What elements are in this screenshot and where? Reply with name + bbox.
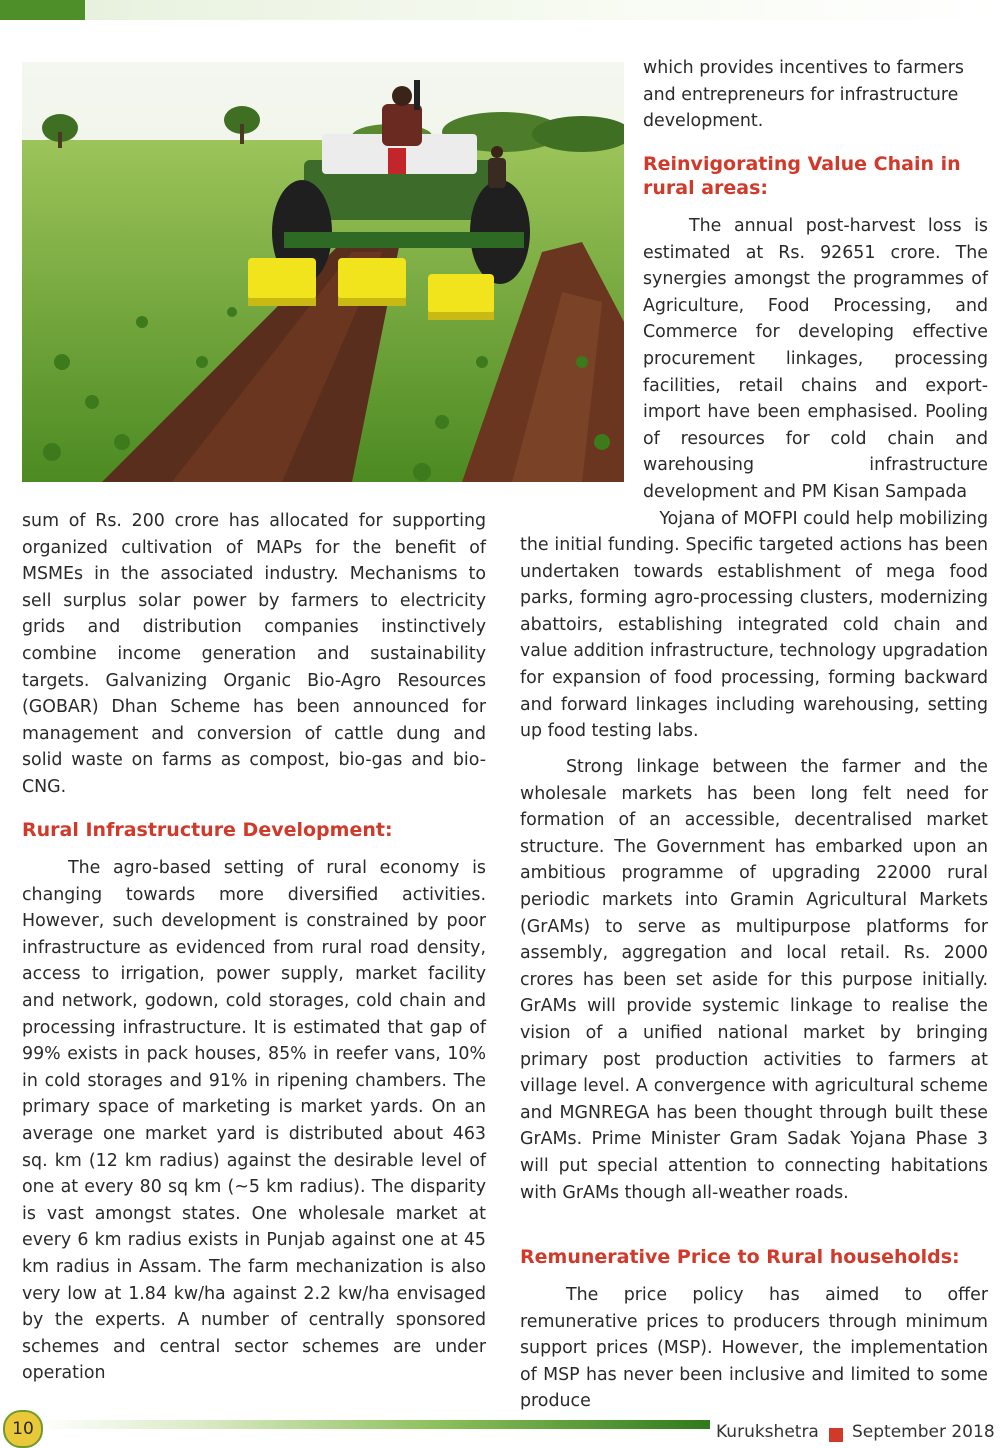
page-number-badge: 10 [3,1410,43,1448]
right-paragraph-value-chain-a: The annual post-harvest loss is estimated at Rs. 92651 crore. The synergies amongst the programmes of Agriculture, Food Processing, and Commerce for developing effective procurement linkages, processing facilities, retail chains and export-import have been emphasised. Pooling of resources for cold chain and warehousing infrastructure development and PM Kisan Sampada [643,216,988,502]
left-paragraph-2: The agro-based setting of rural economy is changing towards more diversified activities. However, such development is constrained by poor infrastructure as evidenced from rural road density, access to irrigation, power supply, market facility and network, godown, cold storages, cold chain and processing infrastructure. It is estimated that gap of 99% exists in pack houses, 85% in reefer vans, 10% in cold storages and 91% in ripening chambers. The primary space of marketing is market yards. On an average one market yard is distributed about 463 sq. km (12 km radius) against the desirable level of one at every 80 sq km (~5 km radius). The disparity is vast amongst states. One wholesale market at every 6 km radius exists in Punjab against one at 45 km radius in Assam. The farm mechanization is also very low at 1.84 kw/ha against 2.2 kw/ha envisaged by the experts. A number of centrally sponsored schemes and central sector schemes are under operation [22,858,486,1384]
footer-rule [40,1420,710,1429]
right-paragraph-linkage: Strong linkage between the farmer and the wholesale markets has been long felt need for formation of an accessible, decentralised market structure. The Government has embarked upon an ambitious programme of upgrading 22000 rural periodic markets into Gramin Agricultural Markets (GrAMs) to serve as multipurpose platforms for assembly, aggregation and local retail. Rs. 2000 crores has been set aside for this purpose initially. GrAMs will provide systemic linkage to realise the vision of a unified national market by bringing primary post production activities to farmers at village level. A convergence with agricultural scheme and MGNREGA has been thought through built these GrAMs. Prime Minister Gram Sadak Yojana Phase 3 will put special attention to connecting habitations with GrAMs though all-weather roads. [520,757,988,1203]
magazine-name: Kurukshetra [716,1422,819,1442]
heading-value-chain: Reinvigorating Value Chain in rural areas: [643,153,961,199]
right-paragraph-value-chain-b: Yojana of MOFPI could help mobilizing [659,509,988,529]
heading-remunerative-price: Remunerative Price to Rural households: [520,1246,960,1268]
top-decorative-band [0,0,1000,20]
tractor-photo [22,62,624,482]
footer-separator-square [829,1428,843,1442]
right-paragraph-top: which provides incentives to farmers and entrepreneurs for infrastructure development. [643,58,964,132]
right-paragraph-price: The price policy has aimed to offer remunerative prices to producers through minimum support prices (MSP). However, the implementation of MSP has never been inclusive and limited to some produce [520,1285,988,1412]
heading-rural-infrastructure: Rural Infrastructure Development: [22,819,393,841]
left-paragraph-1: sum of Rs. 200 crore has allocated for supporting organized cultivation of MAPs for the benefit of MSMEs in the associated industry. Mechanisms to sell surplus solar power by farmers to electricity grids and distribution companies instinctively combine income generation and sustainability targets. Galvanizing Organic Bio-Agro Resources (GOBAR) Dhan Scheme has been announced for management and conversion of cattle dung and solid waste on farms as compost, bio-gas and bio-CNG. [22,511,486,797]
issue-date: September 2018 [852,1422,995,1442]
right-paragraph-value-chain-c: the initial funding. Specific targeted actions has been undertaken towards establishment of mega food parks, forming agro-processing clusters, modernizing abattoirs, establishing integrated cold chain and value addition infrastructure, technology upgradation for expansion of food processing, forming backward and forward linkages including warehousing, setting up food testing labs. [520,535,988,742]
